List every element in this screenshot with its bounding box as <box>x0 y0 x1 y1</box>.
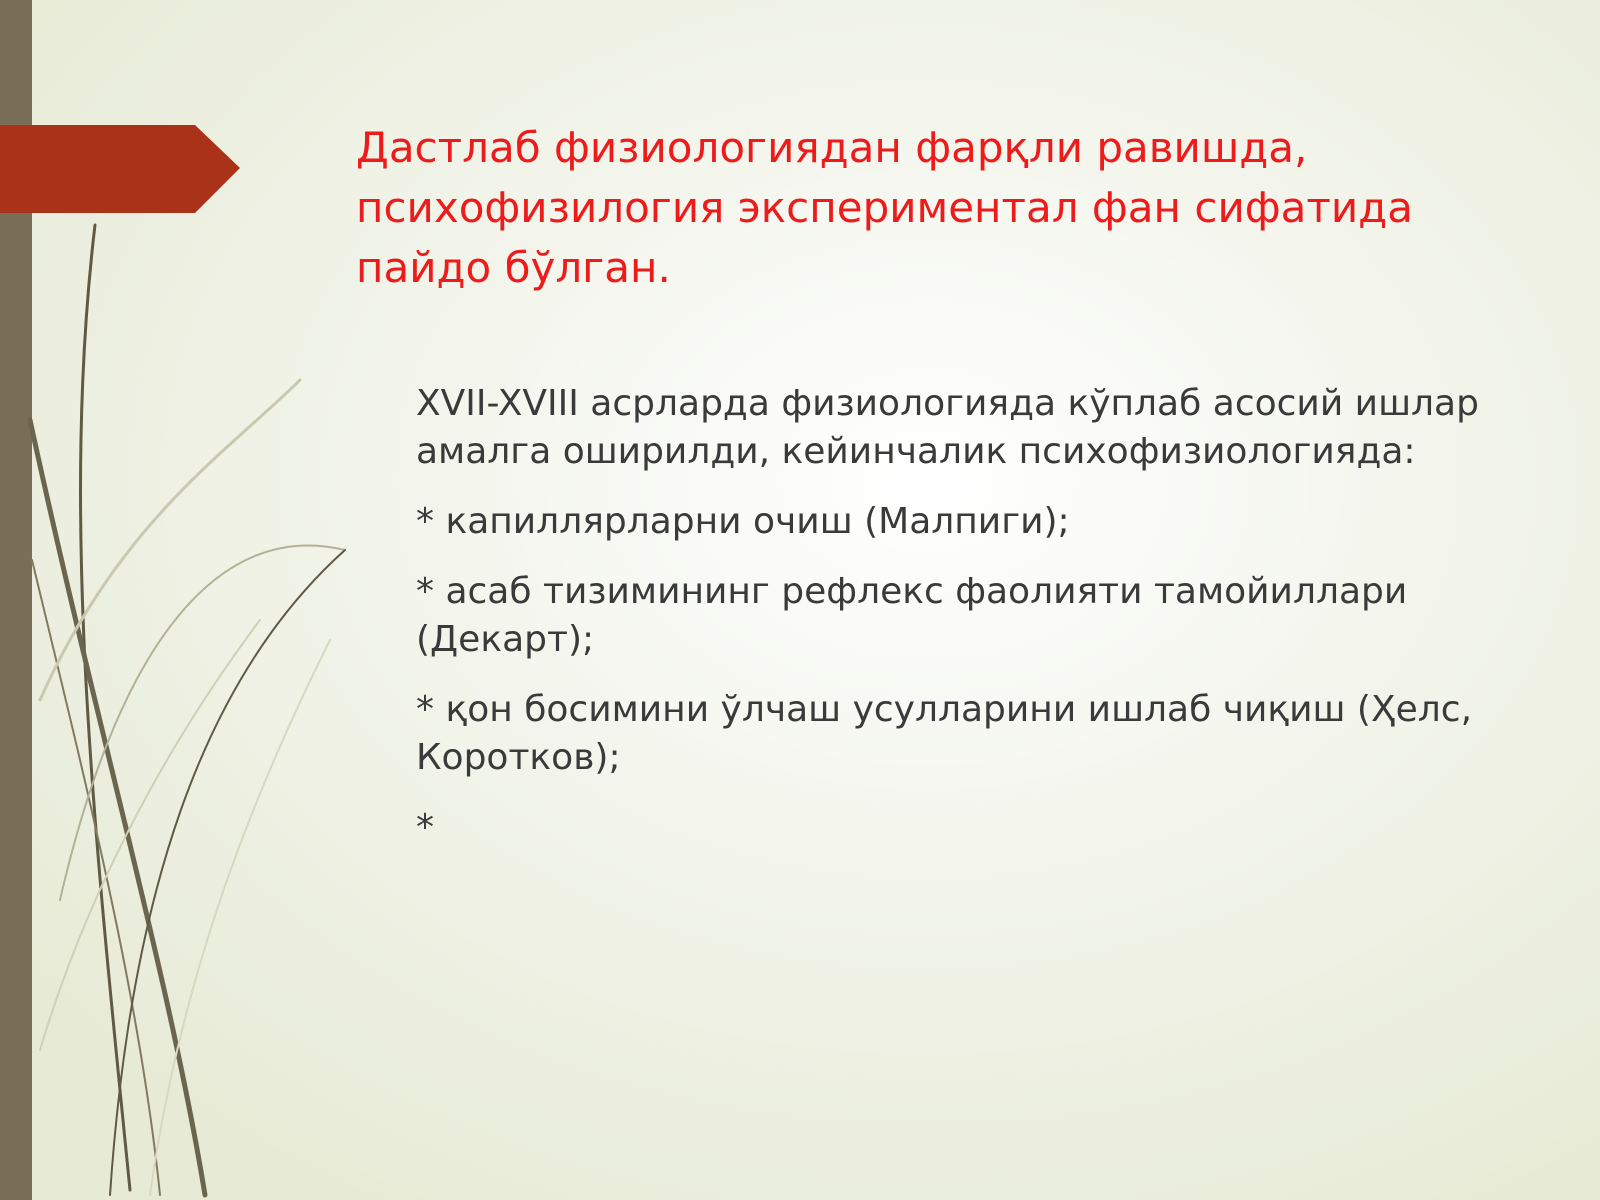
bullet-item <box>356 568 1506 664</box>
bullet-text: * асаб тизимининг рефлекс фаолияти тамойиллари (Декарт); <box>416 571 1408 660</box>
bullet-item <box>356 380 1506 476</box>
bullet-text: * капиллярларни очиш (Малпиги); <box>416 501 1070 542</box>
slide-title: Дастлаб физиологиядан фарқли равишда, психофизилогия экспериментал фан сифатида пайдо бўлган. <box>356 123 1413 292</box>
bullet-text: * <box>416 807 434 848</box>
bullet-text: * қон босимини ўлчаш усулларини ишлаб чиқиш (Ҳелс, Коротков); <box>416 689 1473 778</box>
bullet-item <box>356 804 1506 852</box>
bullet-item <box>356 498 1506 546</box>
bullet-item <box>356 686 1506 782</box>
arrow-banner <box>0 125 240 213</box>
bullet-text: XVII-XVIII асрларда физиологияда кўплаб асосий ишлар амалга оширилди, кейинчалик психофизиологияда: <box>416 383 1479 472</box>
bullet-list <box>356 380 1506 874</box>
